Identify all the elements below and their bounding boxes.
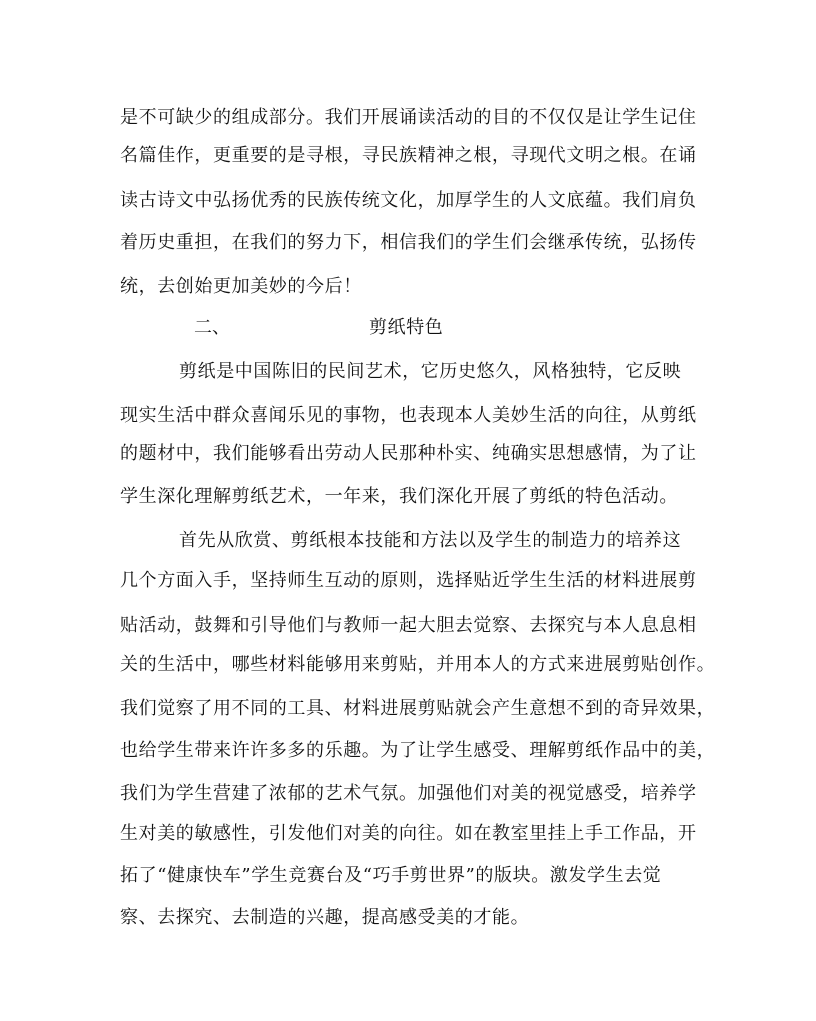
text-line: 贴活动，鼓舞和引导他们与教师一起大胆去觉察、去探究与本人息息相	[120, 615, 697, 636]
text-line: 首先从欣赏、剪纸根本技能和方法以及学生的制造力的培养这	[179, 530, 682, 551]
text-line: 剪纸是中国陈旧的民间艺术，它历史悠久，风格独特，它反映	[179, 361, 682, 382]
text-line: 名篇佳作，更重要的是寻根，寻民族精神之根，寻现代文明之根。在诵	[120, 145, 697, 166]
text-line: 学生深化理解剪纸艺术，一年来，我们深化开展了剪纸的特色活动。	[120, 486, 678, 507]
text-line: 是不可缺少的组成部分。我们开展诵读活动的目的不仅仅是让学生记住	[120, 107, 697, 128]
text-line: 现实生活中群众喜闻乐见的事物，也表现本人美妙生活的向往，从剪纸	[120, 405, 697, 426]
text-line: 着历史重担，在我们的努力下，相信我们的学生们会继承传统，弘扬传	[120, 232, 697, 253]
text-line: 拓了“健康快车”学生竞赛台及“巧手剪世界”的版块。激发学生去觉	[120, 865, 662, 886]
text-line: 也给学生带来许许多多的乐趣。为了让学生感受、理解剪纸作品中的美，	[120, 740, 716, 761]
section-number: 二、	[194, 317, 230, 338]
text-line: 关的生活中，哪些材料能够用来剪贴，并用本人的方式来进展剪贴创作。	[120, 654, 716, 675]
text-line: 生对美的敏感性，引发他们对美的向往。如在教室里挂上手工作品，开	[120, 823, 697, 844]
text-line: 几个方面入手，坚持师生互动的原则，选择贴近学生生活的材料进展剪	[120, 570, 697, 591]
text-line: 的题材中，我们能够看出劳动人民那种朴实、纯确实思想感情，为了让	[120, 443, 697, 464]
text-line: 我们为学生营建了浓郁的艺术气氛。加强他们对美的视觉感受，培养学	[120, 783, 697, 804]
text-line: 我们觉察了用不同的工具、材料进展剪贴就会产生意想不到的奇异效果，	[120, 698, 716, 719]
text-line: 察、去探究、去制造的兴趣，提高感受美的才能。	[120, 907, 530, 928]
section-title: 剪纸特色	[369, 317, 444, 338]
text-line: 统，去创始更加美妙的今后！	[120, 276, 362, 297]
text-line: 读古诗文中弘扬优秀的民族传统文化，加厚学生的人文底蕴。我们肩负	[120, 190, 697, 211]
